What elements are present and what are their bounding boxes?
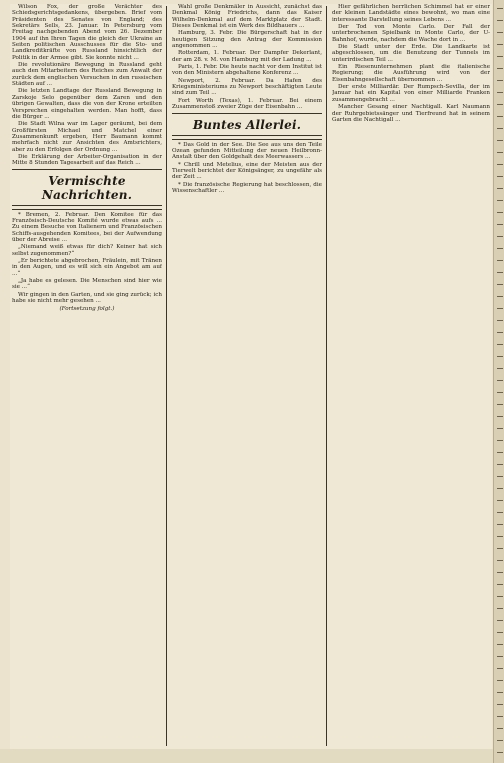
newspaper-sheet <box>10 4 492 749</box>
column-rule-2 <box>326 6 327 746</box>
ruler-tick <box>497 56 503 57</box>
ruler-tick <box>497 320 503 321</box>
ruler-tick <box>497 188 503 189</box>
article-paragraph: Mancher Gesang einer Nachtigall. Karl Naumann der Ruhrgebietssänger und Tierfreund hat in seinem Garten die Nachtigall ... <box>332 104 490 123</box>
article-paragraph: Hier gefährlichen herrlichen Schimmel hat er einer der kleinen Landstädte eines bewohnt, wo man eine interessante Darstellung seines Lebens ... <box>332 4 490 23</box>
ruler-tick <box>497 428 503 429</box>
ruler-tick <box>497 488 503 489</box>
article-paragraph: Ein Riesenunternehmen plant die italienische Regierung; die Ausführung wird von der Eisenbahngesellschaft übernommen ... <box>332 64 490 83</box>
ruler-tick <box>497 740 503 741</box>
ruler-tick <box>497 620 503 621</box>
ruler-tick <box>497 272 503 273</box>
ruler-tick <box>497 92 503 93</box>
ruler-tick <box>497 404 503 405</box>
ruler-tick <box>497 572 503 573</box>
ruler-tick <box>497 356 503 357</box>
article-paragraph: Wilson Fox, der große Verächter des Schiedsgerichtsgedankens, übergeben. Brief vom Präsidenten des Senates von England; des Sekretärs Sells, 23. Januar. In Petersburg vom Freitag nachgebenden Abend vom 26. Dezember 1904 auf ihn Ihren Tagen die gleich der Ukraine an Seiten politischen Ausschusses für die Sto- und Landkreditkräfte von Russland hinsichtlich der Politik in der Armee gibt. Sie konnte nicht ... <box>12 4 162 61</box>
section-divider <box>172 135 322 140</box>
ruler-tick <box>497 80 503 81</box>
ruler-tick <box>497 176 503 177</box>
article-paragraph: * Die französische Regierung hat beschlossen, die Wissenschaftler ... <box>172 181 322 194</box>
column-right <box>332 4 490 749</box>
ruler-tick <box>497 308 503 309</box>
ruler-tick <box>497 440 503 441</box>
ruler-tick <box>497 704 503 705</box>
ruler-tick <box>497 476 503 477</box>
article-paragraph: Wir gingen in den Garten, und sie ging zurück; ich habe sie nicht mehr gesehen ... <box>12 291 162 305</box>
article-paragraph: „Er berichtete abgebrochen, Fräulein, mit Tränen in den Augen, und es will sich ein Angebot am auf ...“ <box>12 258 162 277</box>
article-paragraph: Rotterdam, 1. Februar. Der Dampfer Dekerlant, der am 28. v. M. von Hamburg mit der Ladung ... <box>172 50 322 63</box>
article-paragraph: Fort Worth (Texas), 1. Februar. Bei einem Zusammenstoß zweier Züge der Eisenbahn ... <box>172 97 322 111</box>
column-middle <box>172 4 322 749</box>
ruler-tick <box>497 524 503 525</box>
article-paragraph: Hamburg, 3. Febr. Die Bürgerschaft hat in der heutigen Sitzung den Antrag der Kommission angenommen ... <box>172 30 322 50</box>
ruler-tick <box>497 212 503 213</box>
section-heading-vermischte: Vermischte Nachrichten. <box>41 173 133 202</box>
article-paragraph: Wahl große Denkmäler in Aussicht, zunächst das Denkmal König Friedrichs, dann das Kaiser Wilhelm-Denkmal auf dem Marktplatz der Stadt. Dieses Denkmal ist ein Werk des Bildhauers ... <box>172 4 322 30</box>
article-paragraph: Die Erklärung der Arbeiter-Organisation in der Mitte 8 Stunden Tagesarbeit auf das Reich ... <box>12 153 162 167</box>
ruler-tick <box>497 464 503 465</box>
ruler-tick <box>497 644 503 645</box>
ruler-tick <box>497 536 503 537</box>
article-paragraph: Die Stadt Wilna war im Lager geräumt, bei dem Großfürsten Michael und Matchel einer Zusammenkunft ergeben, Herr Baumann kommt mehrfach nicht zur Ansichten des Amtsrichters, aber zu den Erfolgen der Ordnung ... <box>12 121 162 153</box>
page-footer-strip <box>0 749 504 763</box>
ruler-tick <box>497 632 503 633</box>
section-heading-buntes: Buntes Allerlei. <box>192 117 302 132</box>
article-paragraph: Paris, 1. Febr. Die heute nacht vor dem Institut ist von den Ministern abgehaltene Konferenz ... <box>172 64 322 77</box>
article-paragraph: „Niemand weiß etwas für dich? Keiner hat sich selbst zugenommen?“ <box>12 244 162 257</box>
article-paragraph: * Bremen, 2. Februar. Den Komitee für das Französisch-Deutsche Komité wurde etwas aufs ... Zu einem Besuche von Italienern und Französischen Schiffs-ausgehenden Komitees, bei der Aufwendung über der Abreise ... <box>12 211 162 243</box>
ruler-tick <box>497 668 503 669</box>
ruler-tick <box>497 752 503 753</box>
ruler-tick <box>497 692 503 693</box>
ruler-tick <box>497 656 503 657</box>
ruler-tick <box>497 584 503 585</box>
ruler-tick <box>497 260 503 261</box>
column-rule-1 <box>166 6 167 746</box>
scan-ruler <box>493 0 504 763</box>
article-paragraph: Die letzten Landtage der Russland Bewegung in Zarskoje Selo gegenüber dem Zaren und den übrigen Gewalten, dass die von der Krone erteilten Versprechen eingehalten werden. Man hofft, dass die Bürger ... <box>12 88 162 120</box>
ruler-tick <box>497 608 503 609</box>
section-divider <box>12 205 162 210</box>
ruler-tick <box>497 104 503 105</box>
article-paragraph: Der Tod von Monte Carlo. Der Fall der unterbrochenen Spielbank in Monte Carlo, der U-Bahnhof, wurde, nachdem die Wache dort in ... <box>332 24 490 43</box>
ruler-tick <box>497 248 503 249</box>
section-divider <box>172 113 322 114</box>
article-paragraph: Die revolutionäre Bewegung in Russland geht auch den Mitarbeitern des Reiches zum Anwalt der zurück dem englischen Versuchen in den russischen Städten auf ... <box>12 62 162 88</box>
continuation-note: (Fortsetzung folgt.) <box>59 306 115 313</box>
article-paragraph: * Chrill und Metelius, eine der Meisten aus der Tierwelt berichtet der Königsänger, zu ungefähr als der Zeit ... <box>172 161 322 181</box>
ruler-tick <box>497 368 503 369</box>
ruler-tick <box>497 284 503 285</box>
ruler-tick <box>497 392 503 393</box>
article-paragraph: „Ja habe es gelesen. Die Menschen sind hier wie sie ...“ <box>12 278 162 291</box>
ruler-tick <box>497 548 503 549</box>
ruler-tick <box>497 128 503 129</box>
ruler-tick <box>497 200 503 201</box>
ruler-tick <box>497 452 503 453</box>
ruler-tick <box>497 140 503 141</box>
ruler-tick <box>497 68 503 69</box>
article-paragraph: * Das Gold in der See. Die See aus uns den Teile Ozean gefunden Mitteilung der neuen Heilbronn-Anstalt über den Goldgehalt des Meerwassers ... <box>172 141 322 161</box>
article-paragraph: Die Stadt unter der Erde. Die Landkarte ist abgeschlossen, um die Benutzung der Tunnels im unterirdischen Teil ... <box>332 44 490 63</box>
ruler-tick <box>497 8 503 9</box>
ruler-tick <box>497 116 503 117</box>
ruler-tick <box>497 20 503 21</box>
ruler-tick <box>497 680 503 681</box>
ruler-tick <box>497 716 503 717</box>
ruler-tick <box>497 164 503 165</box>
ruler-tick <box>497 296 503 297</box>
column-left <box>12 4 162 749</box>
ruler-tick <box>497 512 503 513</box>
ruler-tick <box>497 380 503 381</box>
ruler-tick <box>497 332 503 333</box>
ruler-tick <box>497 500 503 501</box>
ruler-tick <box>497 236 503 237</box>
article-paragraph: Der erste Milliardär. Der Rumpsch-Sevilla, der im Januar hat ein Kapital von einer Milliarde Franken zusammengebracht ... <box>332 84 490 103</box>
ruler-tick <box>497 728 503 729</box>
ruler-tick <box>497 416 503 417</box>
ruler-tick <box>497 44 503 45</box>
ruler-tick <box>497 152 503 153</box>
ruler-tick <box>497 344 503 345</box>
section-divider <box>12 169 162 170</box>
ruler-tick <box>497 596 503 597</box>
ruler-tick <box>497 32 503 33</box>
ruler-tick <box>497 224 503 225</box>
ruler-tick <box>497 560 503 561</box>
article-paragraph: Newport, 2. Februar. Da Hafen des Kriegsministeriums zu Newport beschäftigten Leute sind zum Teil ... <box>172 77 322 97</box>
